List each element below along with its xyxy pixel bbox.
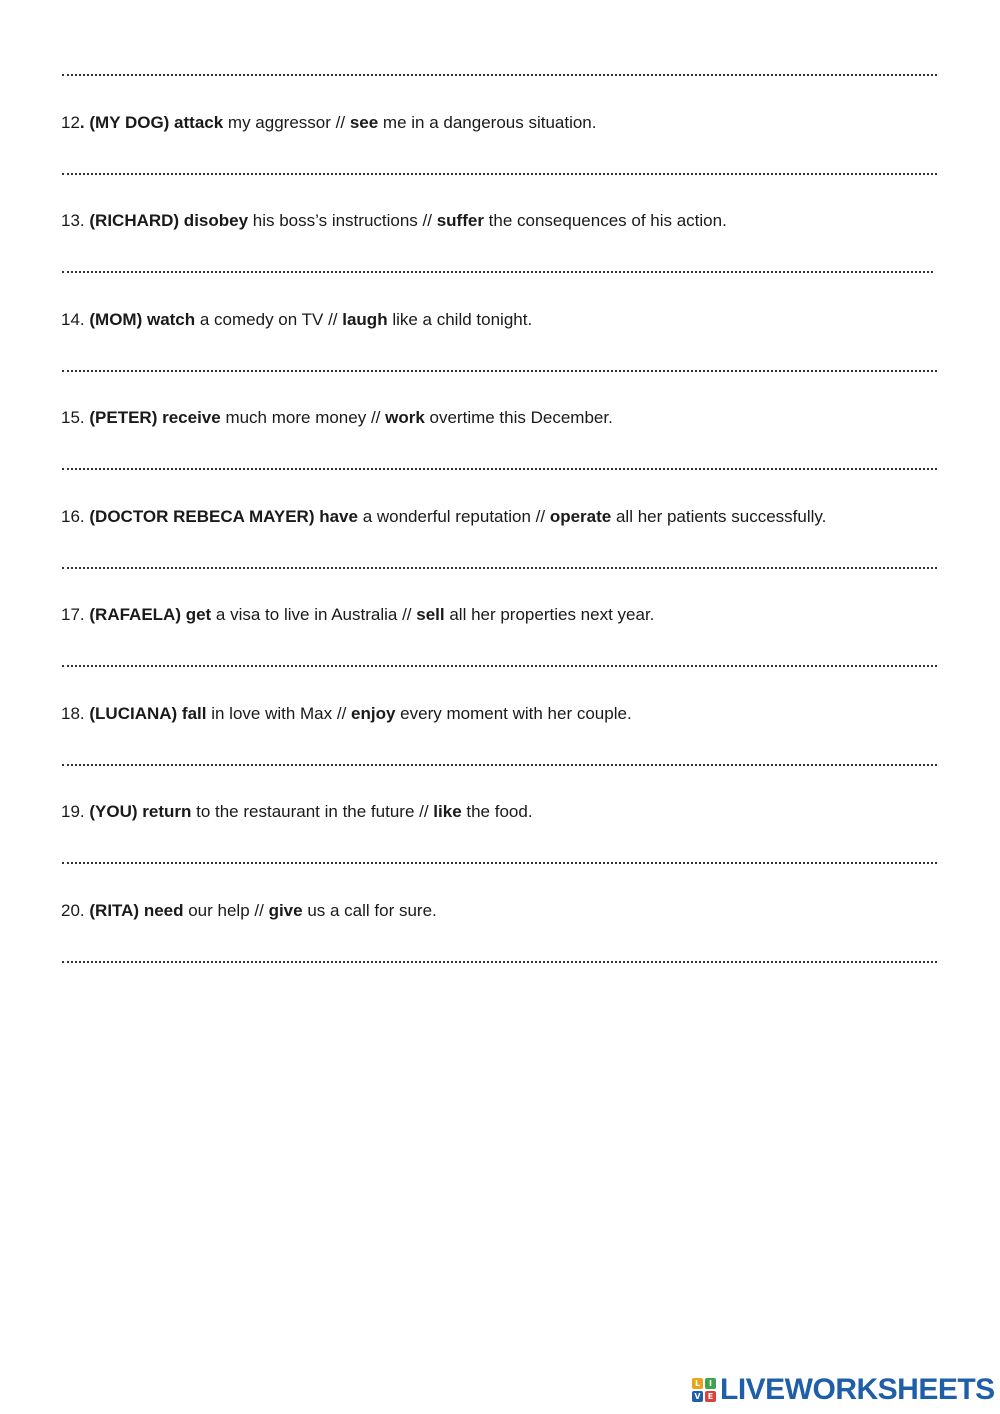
question-separator: .: [79, 507, 90, 526]
question-ending: like a child tonight.: [387, 310, 533, 329]
answer-line-20[interactable]: [62, 961, 937, 963]
question-14: [61, 309, 532, 331]
question-subject-verb: (PETER) receive: [89, 408, 221, 427]
question-16: [61, 506, 826, 528]
question-number: 13: [61, 211, 80, 230]
question-separator: .: [79, 802, 90, 821]
question-number: 19: [61, 802, 80, 821]
question-subject-verb: (RAFAELA) get: [89, 605, 212, 624]
question-17: [61, 604, 654, 626]
question-middle: to the restaurant in the future //: [191, 802, 434, 821]
question-middle: my aggressor //: [223, 113, 350, 132]
question-ending: the food.: [461, 802, 533, 821]
question-ending: overtime this December.: [424, 408, 613, 427]
question-middle: a visa to live in Australia //: [211, 605, 417, 624]
answer-line-17[interactable]: [62, 665, 937, 667]
question-second-verb: like: [433, 802, 462, 821]
question-middle: in love with Max //: [206, 704, 352, 723]
question-separator: .: [79, 310, 90, 329]
answer-line-14[interactable]: [62, 370, 937, 372]
question-separator: .: [79, 704, 90, 723]
question-number: 12: [61, 113, 80, 132]
question-ending: the consequences of his action.: [483, 211, 727, 230]
question-second-verb: sell: [416, 605, 445, 624]
question-15: [61, 407, 613, 429]
question-20: [61, 900, 437, 922]
question-middle: much more money //: [220, 408, 386, 427]
answer-line-15[interactable]: [62, 468, 937, 470]
question-middle: our help //: [183, 901, 269, 920]
question-middle: a comedy on TV //: [195, 310, 343, 329]
answer-line-11[interactable]: [62, 74, 937, 76]
question-number: 20: [61, 901, 80, 920]
answer-line-13[interactable]: [62, 271, 933, 273]
question-second-verb: give: [268, 901, 303, 920]
question-middle: his boss’s instructions //: [248, 211, 437, 230]
question-number: 15: [61, 408, 80, 427]
question-ending: all her patients successfully.: [611, 507, 827, 526]
question-13: [61, 210, 727, 232]
question-subject-verb: (MY DOG) attack: [89, 113, 224, 132]
answer-line-18[interactable]: [62, 764, 937, 766]
logo-tile-e: E: [705, 1391, 716, 1402]
question-separator: .: [79, 211, 90, 230]
question-ending: all her properties next year.: [444, 605, 655, 624]
question-separator: .: [79, 605, 90, 624]
logo-tile-i: I: [705, 1378, 716, 1389]
question-separator: .: [79, 408, 90, 427]
question-19: [61, 801, 533, 823]
question-second-verb: work: [385, 408, 425, 427]
question-separator: .: [79, 901, 90, 920]
liveworksheets-logo: [692, 1373, 995, 1407]
question-second-verb: operate: [549, 507, 612, 526]
logo-wordmark: LIVEWORKSHEETS: [720, 1373, 995, 1406]
question-subject-verb: (RICHARD) disobey: [89, 211, 249, 230]
question-middle: a wonderful reputation //: [357, 507, 550, 526]
liveworksheets-logo-icon: [692, 1378, 716, 1402]
question-ending: every moment with her couple.: [395, 704, 632, 723]
question-12: [61, 112, 597, 134]
answer-line-19[interactable]: [62, 862, 937, 864]
logo-tile-v: V: [692, 1391, 703, 1402]
question-subject-verb: (LUCIANA) fall: [89, 704, 207, 723]
question-ending: us a call for sure.: [302, 901, 437, 920]
question-second-verb: suffer: [436, 211, 484, 230]
answer-line-12[interactable]: [62, 173, 937, 175]
question-subject-verb: (RITA) need: [89, 901, 184, 920]
answer-line-16[interactable]: [62, 567, 937, 569]
question-number: 14: [61, 310, 80, 329]
question-number: 18: [61, 704, 80, 723]
question-separator: .: [79, 113, 90, 132]
question-18: [61, 703, 632, 725]
question-second-verb: see: [349, 113, 379, 132]
question-number: 17: [61, 605, 80, 624]
question-ending: me in a dangerous situation.: [378, 113, 597, 132]
question-subject-verb: (YOU) return: [89, 802, 192, 821]
question-subject-verb: (DOCTOR REBECA MAYER) have: [89, 507, 358, 526]
question-second-verb: laugh: [342, 310, 388, 329]
logo-tile-l: L: [692, 1378, 703, 1389]
question-number: 16: [61, 507, 80, 526]
question-subject-verb: (MOM) watch: [89, 310, 196, 329]
question-second-verb: enjoy: [351, 704, 396, 723]
